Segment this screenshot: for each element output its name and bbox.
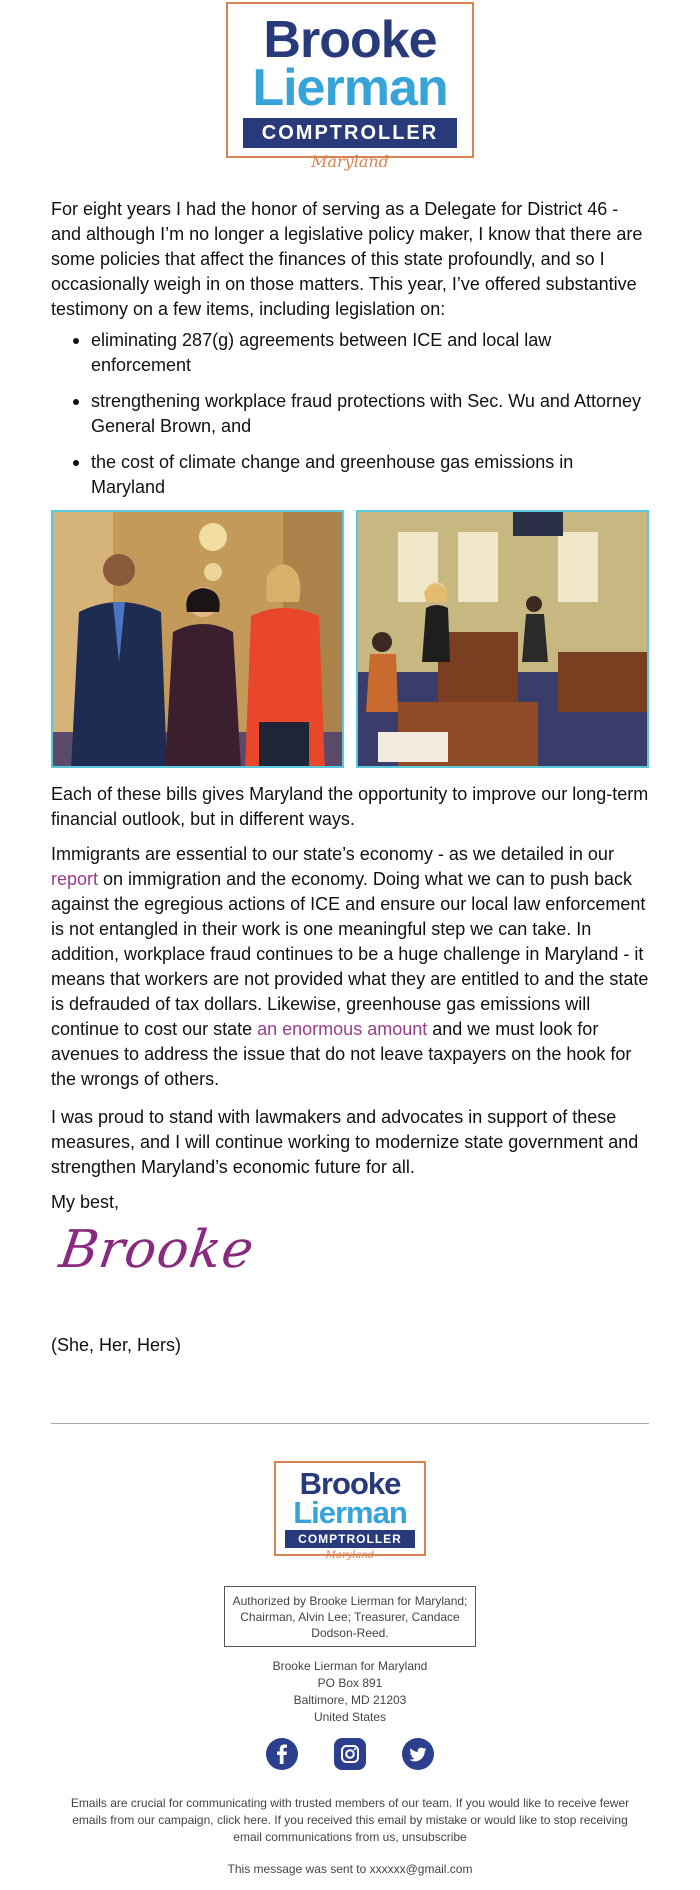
footer-logo-first-name: Brooke bbox=[299, 1466, 401, 1501]
hearing-room-illustration bbox=[358, 512, 649, 768]
group-portrait-illustration bbox=[53, 512, 344, 768]
immigrants-paragraph bbox=[51, 842, 649, 1092]
closing-line: My best, bbox=[51, 1192, 120, 1212]
email-preferences-note: Emails are crucial for communicating with trusted members of our team. If you would like to receive fewer emails from our campaign, click here. If you received this email by mistake or would like to stop receiving email communications from us, unsubscribe bbox=[70, 1796, 630, 1844]
signature: Brooke bbox=[55, 1220, 259, 1280]
photo-hearing-room bbox=[356, 510, 649, 768]
address-line-2: Baltimore, MD 21203 bbox=[293, 1693, 407, 1707]
instagram-icon[interactable] bbox=[334, 1738, 366, 1770]
address-country: United States bbox=[313, 1710, 387, 1724]
photo-group-portrait bbox=[51, 510, 344, 768]
pronouns: (She, Her, Hers) bbox=[51, 1335, 182, 1355]
list-item-text: eliminating 287(g) agreements between ICE and local law enforcement bbox=[91, 330, 552, 375]
bullet-dot bbox=[73, 399, 79, 405]
footer-logo-office: COMPTROLLER bbox=[285, 1530, 415, 1548]
footer-logo-state: Maryland bbox=[325, 1550, 375, 1561]
footer-logo[interactable] bbox=[274, 1461, 426, 1561]
proud-paragraph: I was proud to stand with lawmakers and advocates in support of these measures, and I will continue working to modernize state government and strengthen Maryland’s economic future for all. bbox=[51, 1107, 639, 1177]
immigrants-text-part-1: Immigrants are essential to our state’s economy - as we detailed in our bbox=[51, 844, 614, 864]
enormous-amount-link[interactable]: an enormous amount bbox=[257, 1019, 428, 1039]
logo-last-name: Lierman bbox=[252, 59, 448, 117]
intro-paragraph: For eight years I had the honor of serving as a Delegate for District 46 - and although I’m no longer a legislative policy maker, I know that there are some policies that affect the finances of this state profoundly, and so I occasionally weigh in on those matters. This year, I’ve offered substantive testimony on a few items, including legislation on: bbox=[51, 199, 643, 319]
twitter-icon[interactable] bbox=[402, 1738, 434, 1770]
mailing-address bbox=[200, 1658, 500, 1726]
address-line-1: PO Box 891 bbox=[317, 1676, 383, 1690]
logo-office: COMPTROLLER bbox=[243, 118, 457, 148]
sent-to-notice: This message was sent to xxxxxx@gmail.com bbox=[227, 1862, 473, 1876]
list-item bbox=[51, 389, 649, 439]
legislation-list bbox=[51, 328, 649, 511]
list-item-text: strengthening workplace fraud protections with Sec. Wu and Attorney General Brown, and bbox=[91, 391, 641, 436]
facebook-icon[interactable] bbox=[266, 1738, 298, 1770]
list-item-text: the cost of climate change and greenhouse gas emissions in Maryland bbox=[91, 452, 574, 497]
logo-first-name: Brooke bbox=[263, 11, 437, 69]
footer-logo-last-name: Lierman bbox=[293, 1495, 407, 1530]
list-item bbox=[51, 328, 649, 378]
social-links bbox=[266, 1738, 434, 1770]
address-org: Brooke Lierman for Maryland bbox=[272, 1659, 428, 1673]
bullet-dot bbox=[73, 460, 79, 466]
immigrants-text-part-3: and we must look for avenues to address the issue that do not leave taxpayers on the hook for the wrongs of others. bbox=[51, 1019, 632, 1089]
logo-state: Maryland bbox=[311, 152, 389, 171]
authorization-notice: Authorized by Brooke Lierman for Maryland; Chairman, Alvin Lee; Treasurer, Candace Dodson-Reed. bbox=[224, 1586, 476, 1647]
bills-paragraph: Each of these bills gives Maryland the opportunity to improve our long-term financial outlook, but in different ways. bbox=[51, 784, 649, 829]
report-link[interactable]: report bbox=[51, 869, 99, 889]
immigrants-text-part-2: on immigration and the economy. Doing what we can to push back against the egregious actions of ICE and ensure our local law enforcement is not entangled in their work is one meaningful step we can take. In addition, workplace fraud continues to be a huge challenge in Maryland - it means that workers are not provided what they are entitled to and the state is defrauded of tax dollars. Likewise, greenhouse gas emissions will continue to cost our state bbox=[51, 869, 649, 1039]
list-item bbox=[51, 450, 649, 500]
divider bbox=[51, 1423, 649, 1424]
campaign-logo[interactable] bbox=[226, 2, 474, 171]
bullet-dot bbox=[73, 338, 79, 344]
